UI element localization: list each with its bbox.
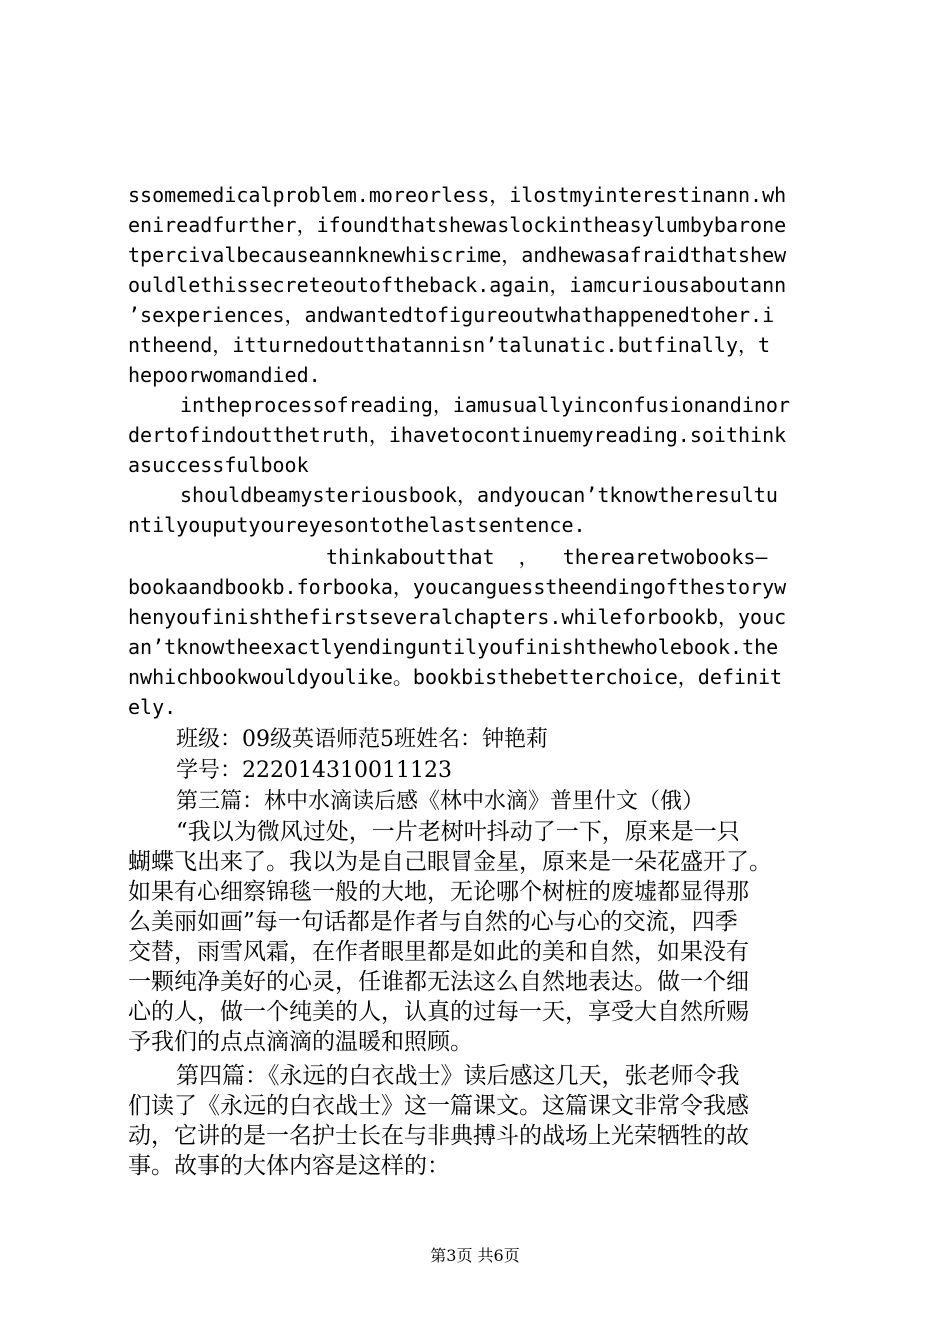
text-line: 第四篇：《永远的白衣战士》读后感这几天，张老师令我 <box>176 1063 740 1089</box>
text-line: ouldlethissecreteoutoftheback.again，iamcuriousaboutann <box>128 273 787 297</box>
text-line: 心的人，做一个纯美的人，认真的过每一天，享受大自然所赐 <box>128 999 749 1025</box>
text-line: asuccessfulbook <box>128 453 309 477</box>
text-line: enireadfurther，ifoundthatshewaslockintheasylumbybarone <box>128 213 787 237</box>
text-line: dertofindoutthetruth，ihavetocontinuemyreading.soithink <box>128 423 787 447</box>
text-line: bookaandbookb.forbooka，youcanguesstheendingofthestoryw <box>128 575 787 599</box>
chapter-title: 第三篇：林中水滴读后感《林中水滴》普里什文（俄） <box>176 789 705 814</box>
text-line: ssomemedicalproblem.moreorless，ilostmyinterestinann.wh <box>128 183 787 207</box>
text-line: hepoorwomandied. <box>128 363 321 387</box>
text-line: 予我们的点点滴滴的温暖和照顾。 <box>128 1029 473 1055</box>
text-line: “我以为微风过处，一片老树叶抖动了一下，原来是一只 <box>176 819 740 845</box>
text-line: henyoufinishthefirstseveralchapters.whileforbookb，youc <box>128 605 787 629</box>
text-line: an’tknowtheexactlyendinguntilyoufinishthewholebook.the <box>128 635 779 659</box>
text-line: 们读了《永远的白衣战士》这一篇课文。这篇课文非常令我感 <box>128 1093 749 1119</box>
text-line: thinkaboutthat ， therearetwobooks— <box>326 545 768 569</box>
text-line: 么美丽如画”每一句话都是作者与自然的心与心的交流，四季 <box>128 909 738 935</box>
text-line: ntilyouputyoureyesontothelastsentence. <box>128 513 586 537</box>
text-line: ely. <box>128 695 177 719</box>
page-number: 第3页 共6页 <box>430 1246 520 1265</box>
text-line: 事。故事的大体内容是这样的： <box>128 1153 450 1179</box>
text-line: ntheend，itturnedoutthatannisn’talunatic.butfinally，t <box>128 333 771 357</box>
text-line: 蝴蝶飞出来了。我以为是自己眼冒金星，原来是一朵花盛开了。 <box>128 849 772 875</box>
class-info: 班级：09级英语师范5班姓名：钟艳莉 <box>176 727 548 752</box>
text-line: intheprocessofreading，iamusuallyinconfusionandinor <box>180 393 791 417</box>
text-line: 动，它讲的是一名护士长在与非典搏斗的战场上光荣牺牲的故 <box>128 1123 749 1149</box>
text-line: 如果有心细察锦毯一般的大地，无论哪个树桩的废墟都显得那 <box>128 879 749 905</box>
student-id: 学号：222014310011123 <box>176 758 452 783</box>
text-line: 交替，雨雪风霜，在作者眼里都是如此的美和自然，如果没有 <box>128 939 749 965</box>
text-line: shouldbeamysteriousbook，andyoucan’tknowtheresultu <box>180 483 778 507</box>
text-line: 一颗纯净美好的心灵，任谁都无法这么自然地表达。做一个细 <box>128 969 749 995</box>
text-line: ’sexperiences，andwantedtofigureoutwhathappenedtoher.i <box>128 303 775 327</box>
text-line: tpercivalbecauseannknewhiscrime，andhewasafraidthatshew <box>128 243 787 267</box>
text-line: nwhichbookwouldyoulike。bookbisthebetterchoice，definit <box>128 665 783 689</box>
